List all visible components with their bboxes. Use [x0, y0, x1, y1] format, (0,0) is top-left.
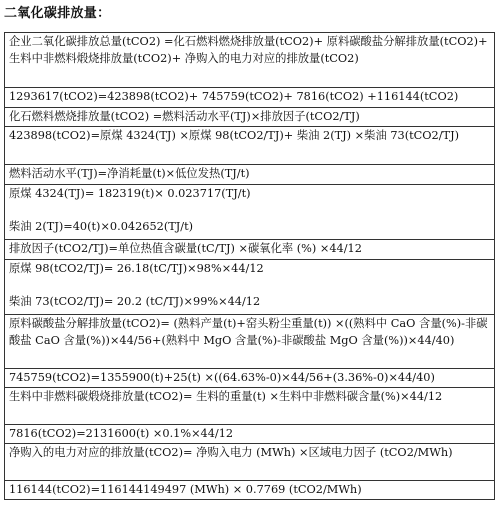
calc-carbonate: 745759(tCO2)=1355900(t)+25(t) ×((64.63%-0)×44/56+(3.36%-0)×44/40): [5, 369, 495, 388]
table-row: [5, 33, 495, 88]
formula-total-emission: 企业二氧化碳排放总量(tCO2) =化石燃料燃烧排放量(tCO2)+ 原料碳酸盐分解排放量(tCO2)+ 生料中非燃料煅烧排放量(tCO2)+ 净购入的电力对应的排放量(tCO2): [5, 33, 495, 88]
table-row: [5, 315, 495, 369]
section-title: 二氧化碳排放量：: [4, 6, 111, 21]
table-row: [5, 425, 495, 444]
calc-electricity: 116144(tCO2)=116144149497 (MWh) × 0.7769 (tCO2/MWh): [5, 481, 495, 500]
table-row: [5, 481, 495, 500]
calc-activity-level: 原煤 4324(TJ)= 182319(t)× 0.023717(TJ/t) 柴油 2(TJ)=40(t)×0.042652(TJ/t): [5, 185, 495, 240]
table-row: [5, 240, 495, 260]
table-row: [5, 185, 495, 240]
formula-carbonate: 原料碳酸盐分解排放量(tCO2)= (熟料产量(t)+窑头粉尘重量(t)) ×((熟料中 CaO 含量(%)-非碳酸盐 CaO 含量(%))×44/56+(熟料中 MgO 含量(%)-非碳酸盐 MgO 含量(%))×44/40): [5, 315, 495, 369]
table-row: [5, 260, 495, 315]
formula-emission-factor: 排放因子(tCO2/TJ)=单位热值含碳量(tC/TJ) ×碳氧化率 (%) ×44/12: [5, 240, 495, 260]
table-row: [5, 388, 495, 425]
formula-electricity: 净购入的电力对应的排放量(tCO2)= 净购入电力 (MWh) ×区域电力因子 (tCO2/MWh): [5, 444, 495, 481]
calc-raw-meal: 7816(tCO2)=2131600(t) ×0.1%×44/12: [5, 425, 495, 444]
formula-activity-level: 燃料活动水平(TJ)=净消耗量(t)×低位发热(TJ/t): [5, 165, 495, 185]
table-row: [5, 369, 495, 388]
calc-emission-factor: 原煤 98(tCO2/TJ)= 26.18(tC/TJ)×98%×44/12 柴油 73(tCO2/TJ)= 20.2 (tC/TJ)×99%×44/12: [5, 260, 495, 315]
table-row: [5, 165, 495, 185]
formula-raw-meal: 生料中非燃料碳煅烧排放量(tCO2)= 生料的重量(t) ×生料中非燃料碳含量(%)×44/12: [5, 388, 495, 425]
table-row: [5, 444, 495, 481]
table-row: [5, 127, 495, 165]
formula-fossil-fuel: 化石燃料燃烧排放量(tCO2) =燃料活动水平(TJ)×排放因子(tCO2/TJ): [5, 108, 495, 127]
emission-calculation-table: [4, 32, 495, 500]
calc-fossil-fuel: 423898(tCO2)=原煤 4324(TJ) ×原煤 98(tCO2/TJ)+ 柴油 2(TJ) ×柴油 73(tCO2/TJ): [5, 127, 495, 165]
calc-total-emission: 1293617(tCO2)=423898(tCO2)+ 745759(tCO2)+ 7816(tCO2) +116144(tCO2): [5, 88, 495, 108]
table-row: [5, 108, 495, 127]
table-row: [5, 88, 495, 108]
